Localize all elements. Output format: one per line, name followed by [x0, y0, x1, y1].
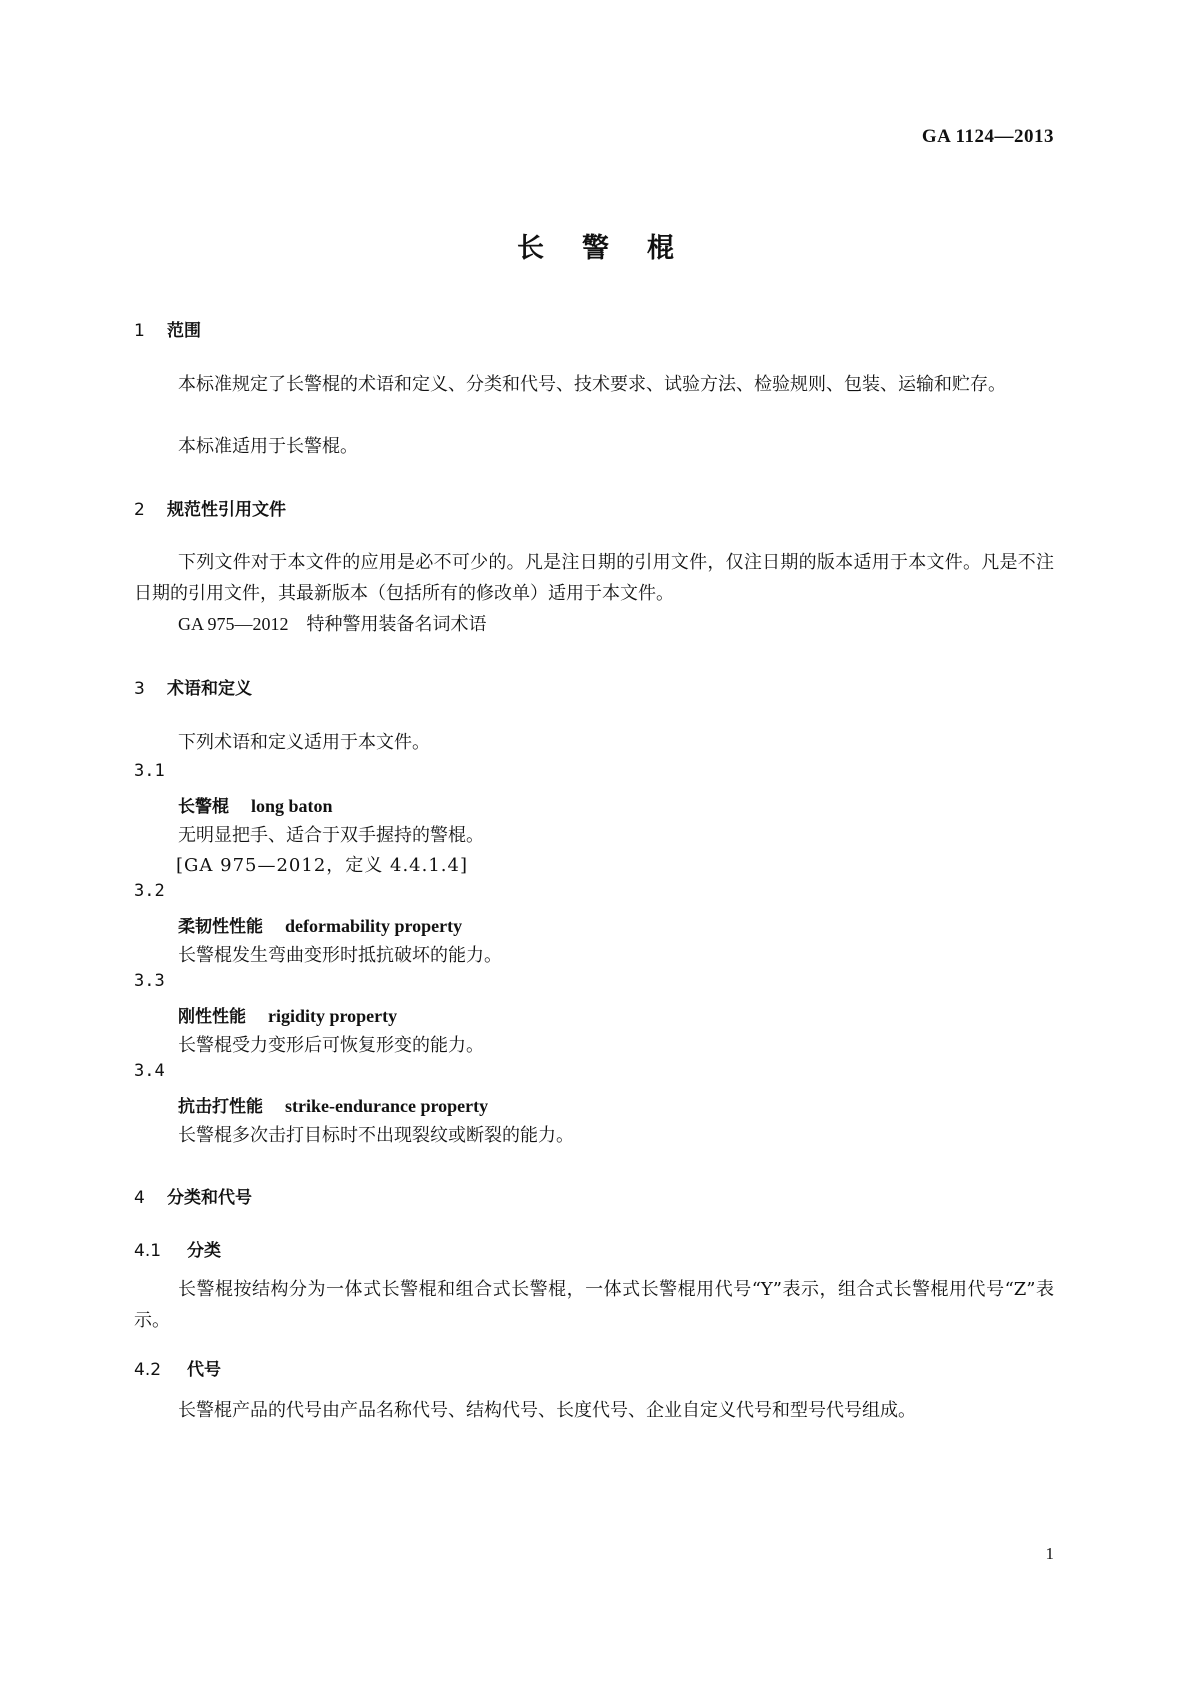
term-entry: [178, 1002, 397, 1027]
section-title: 范围: [167, 321, 201, 341]
section-4-heading: [134, 1183, 252, 1208]
paragraph: 本标准适用于长警棍。: [178, 436, 358, 457]
section-number: 2: [134, 500, 145, 520]
term-entry: [178, 1092, 488, 1117]
normative-reference: GA 975—2012 特种警用装备名词术语: [178, 614, 487, 634]
term-source: [GA 975—2012，定义 4.4.1.4]: [176, 855, 469, 876]
subsection-4-1-heading: [134, 1236, 221, 1261]
term-english: strike-endurance property: [285, 1096, 489, 1116]
term-chinese: 长警棍: [178, 797, 229, 817]
term-chinese: 刚性性能: [178, 1007, 246, 1027]
section-number: 3: [134, 679, 145, 699]
paragraph: 下列术语和定义适用于本文件。: [178, 732, 430, 753]
clause-number: 3.3: [134, 971, 165, 991]
term-english: rigidity property: [268, 1006, 398, 1026]
page-number: 1: [1045, 1544, 1054, 1563]
paragraph: 下列文件对于本文件的应用是必不可少的。凡是注日期的引用文件，仅注日期的版本适用于本文件。凡是不注日期的引用文件，其最新版本（包括所有的修改单）适用于本文件。: [134, 552, 1054, 604]
page-title: 长警棍: [517, 233, 712, 264]
term-definition: 长警棍多次击打目标时不出现裂纹或断裂的能力。: [178, 1125, 574, 1146]
section-3-heading: [134, 674, 252, 699]
clause-number: 3.2: [134, 881, 165, 901]
section-2-heading: [134, 495, 286, 520]
term-definition: 长警棍受力变形后可恢复形变的能力。: [178, 1035, 484, 1056]
term-definition: 无明显把手、适合于双手握持的警棍。: [178, 825, 484, 846]
term-definition: 长警棍发生弯曲变形时抵抗破坏的能力。: [178, 945, 502, 966]
section-number: 1: [134, 321, 145, 341]
paragraph: 长警棍产品的代号由产品名称代号、结构代号、长度代号、企业自定义代号和型号代号组成。: [178, 1400, 916, 1421]
term-english: deformability property: [285, 916, 463, 936]
standard-code: GA 1124—2013: [921, 126, 1054, 147]
term-entry: [178, 912, 462, 937]
paragraph: 长警棍按结构分为一体式长警棍和组合式长警棍，一体式长警棍用代号“Y”表示，组合式长警棍用代号“Z”表示。: [134, 1279, 1054, 1331]
term-english: long baton: [251, 796, 333, 816]
clause-number: 3.1: [134, 761, 165, 781]
section-title: 分类和代号: [167, 1188, 252, 1208]
subsection-title: 代号: [187, 1360, 221, 1380]
subsection-number: 4.1: [134, 1241, 162, 1261]
paragraph: 本标准规定了长警棍的术语和定义、分类和代号、技术要求、试验方法、检验规则、包装、运输和贮存。: [178, 374, 1006, 395]
clause-number: 3.4: [134, 1061, 165, 1081]
section-number: 4: [134, 1188, 145, 1208]
section-1-heading: [134, 316, 201, 341]
term-entry: [178, 792, 333, 817]
term-chinese: 柔韧性性能: [178, 917, 263, 937]
term-chinese: 抗击打性能: [178, 1097, 263, 1117]
subsection-4-2-heading: [134, 1355, 221, 1380]
subsection-number: 4.2: [134, 1360, 162, 1380]
section-title: 术语和定义: [167, 679, 252, 699]
subsection-title: 分类: [187, 1241, 221, 1261]
section-title: 规范性引用文件: [167, 500, 286, 520]
